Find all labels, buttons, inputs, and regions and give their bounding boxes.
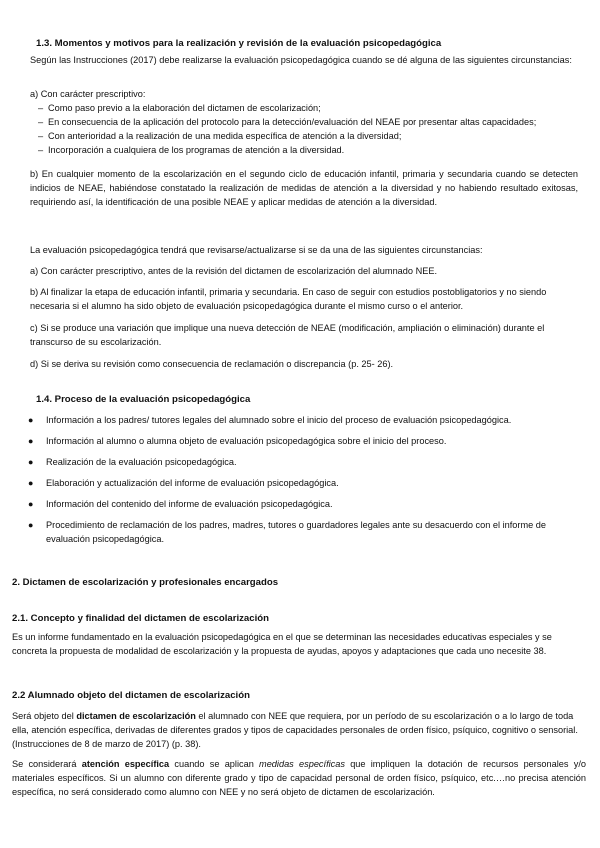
prescriptive-label: a) Con carácter prescriptivo:: [30, 89, 146, 99]
section-1-3-intro: Según las Instrucciones (2017) debe realizarse la evaluación psicopedagógica cuando se dé alguna de las siguientes circunstancias:: [30, 55, 572, 65]
prescriptive-item: – Como paso previo a la elaboración del dictamen de escolarización;: [30, 101, 590, 115]
italic-term-medidas: medidas específicas: [259, 759, 345, 769]
process-item: ● Información al alumno o alumna objeto de evaluación psicopedagógica sobre el inicio del proceso.: [28, 436, 447, 446]
process-item: ● Información del contenido del informe de evaluación psicopedagógica.: [28, 499, 333, 509]
bullet-icon: ●: [28, 436, 34, 446]
bullet-icon: ●: [28, 415, 34, 425]
paragraph-b-any-moment: b) En cualquier momento de la escolarización en el segundo ciclo de educación infantil, primaria y secundaria cuando se detecten indicios de NEAE, habiéndose constatado la realización de medidas de atención a la diversidad y no habiendo resultado exitosas, requiriendo así, la identificación de una posible NEAE y aplicar medidas de atención a la diversidad.: [30, 169, 578, 207]
bold-term-atencion: atención específica: [81, 759, 170, 769]
bullet-icon: ●: [28, 499, 34, 509]
section-2-1-text: Es un informe fundamentado en la evaluación psicopedagógica en el que se determinan las necesidades educativas especiales y se concreta la propuesta de modalidad de escolarización y la propuesta de ayudas, apoyos y adaptaciones que cada uno necesite 38.: [12, 632, 552, 656]
revision-d: d) Si se deriva su revisión como consecuencia de reclamación o discrepancia (p. 25- 26).: [30, 359, 394, 369]
section-2-2-heading: 2.2 Alumnado objeto del dictamen de escolarización: [12, 690, 250, 701]
bullet-icon: ●: [28, 457, 34, 467]
process-item: ● Elaboración y actualización del informe de evaluación psicopedagógica.: [28, 478, 339, 488]
prescriptive-item: – Incorporación a cualquiera de los programas de atención a la diversidad.: [30, 143, 590, 157]
bullet-icon: ●: [28, 520, 34, 530]
revision-b: b) Al finalizar la etapa de educación infantil, primaria y secundaria. En caso de seguir con estudios postobligatorios y no siendo necesaria si el alumno ha sido objeto de evaluación psicopedagógica durante el mismo curso o el anterior.: [30, 287, 547, 311]
section-2-2-paragraph-2: Se considerará atención específica cuando se aplican medidas específicas que impliquen la dotación de recursos personales y/o materiales específicos. Si un alumno con diferente grado y tipo de capacidad personal de orden físico, psíquico, etc.…no precisa atención específica, no será considerado como alumno con NEE y no será objeto de dictamen de escolarización.: [12, 759, 586, 797]
process-item: ● Realización de la evaluación psicopedagógica.: [28, 457, 237, 467]
process-item: ● Información a los padres/ tutores legales del alumnado sobre el inicio del proceso de evaluación psicopedagógica.: [28, 415, 512, 425]
revision-intro: La evaluación psicopedagógica tendrá que revisarse/actualizarse si se da una de las siguientes circunstancias:: [30, 245, 483, 255]
bold-term-dictamen: dictamen de escolarización: [76, 711, 196, 721]
prescriptive-item: – Con anterioridad a la realización de una medida específica de atención a la diversidad;: [30, 129, 590, 143]
prescriptive-list: [30, 101, 590, 157]
revision-a: a) Con carácter prescriptivo, antes de la revisión del dictamen de escolarización del alumnado NEE.: [30, 266, 438, 276]
prescriptive-item: – En consecuencia de la aplicación del protocolo para la detección/evaluación del NEAE por presentar altas capacidades;: [30, 115, 590, 129]
process-item: ● Procedimiento de reclamación de los padres, madres, tutores o guardadores legales ante su desacuerdo con el informe de evaluación psicopedagógica.: [28, 520, 546, 544]
section-1-4-heading: 1.4. Proceso de la evaluación psicopedagógica: [36, 394, 251, 405]
section-2-1-heading: 2.1. Concepto y finalidad del dictamen de escolarización: [12, 613, 269, 624]
revision-c: c) Si se produce una variación que implique una nueva detección de NEAE (modificación, ampliación o eliminación) durante el transcurso de su escolarización.: [30, 323, 545, 347]
section-2-heading: 2. Dictamen de escolarización y profesionales encargados: [12, 577, 279, 588]
section-2-2-paragraph-1: Será objeto del dictamen de escolarización el alumnado con NEE que requiera, por un período de su escolarización o a lo largo de toda ella, atención específica, derivadas de diferentes grados y tipos de capacidades personales de orden físico, psíquico, cognitivo o sensorial. (Instrucciones de 8 de marzo de 2017) (p. 38).: [12, 711, 578, 749]
section-1-3-heading: 1.3. Momentos y motivos para la realización y revisión de la evaluación psicopedagógica: [36, 38, 442, 49]
bullet-icon: ●: [28, 478, 34, 488]
process-list: [28, 413, 582, 553]
